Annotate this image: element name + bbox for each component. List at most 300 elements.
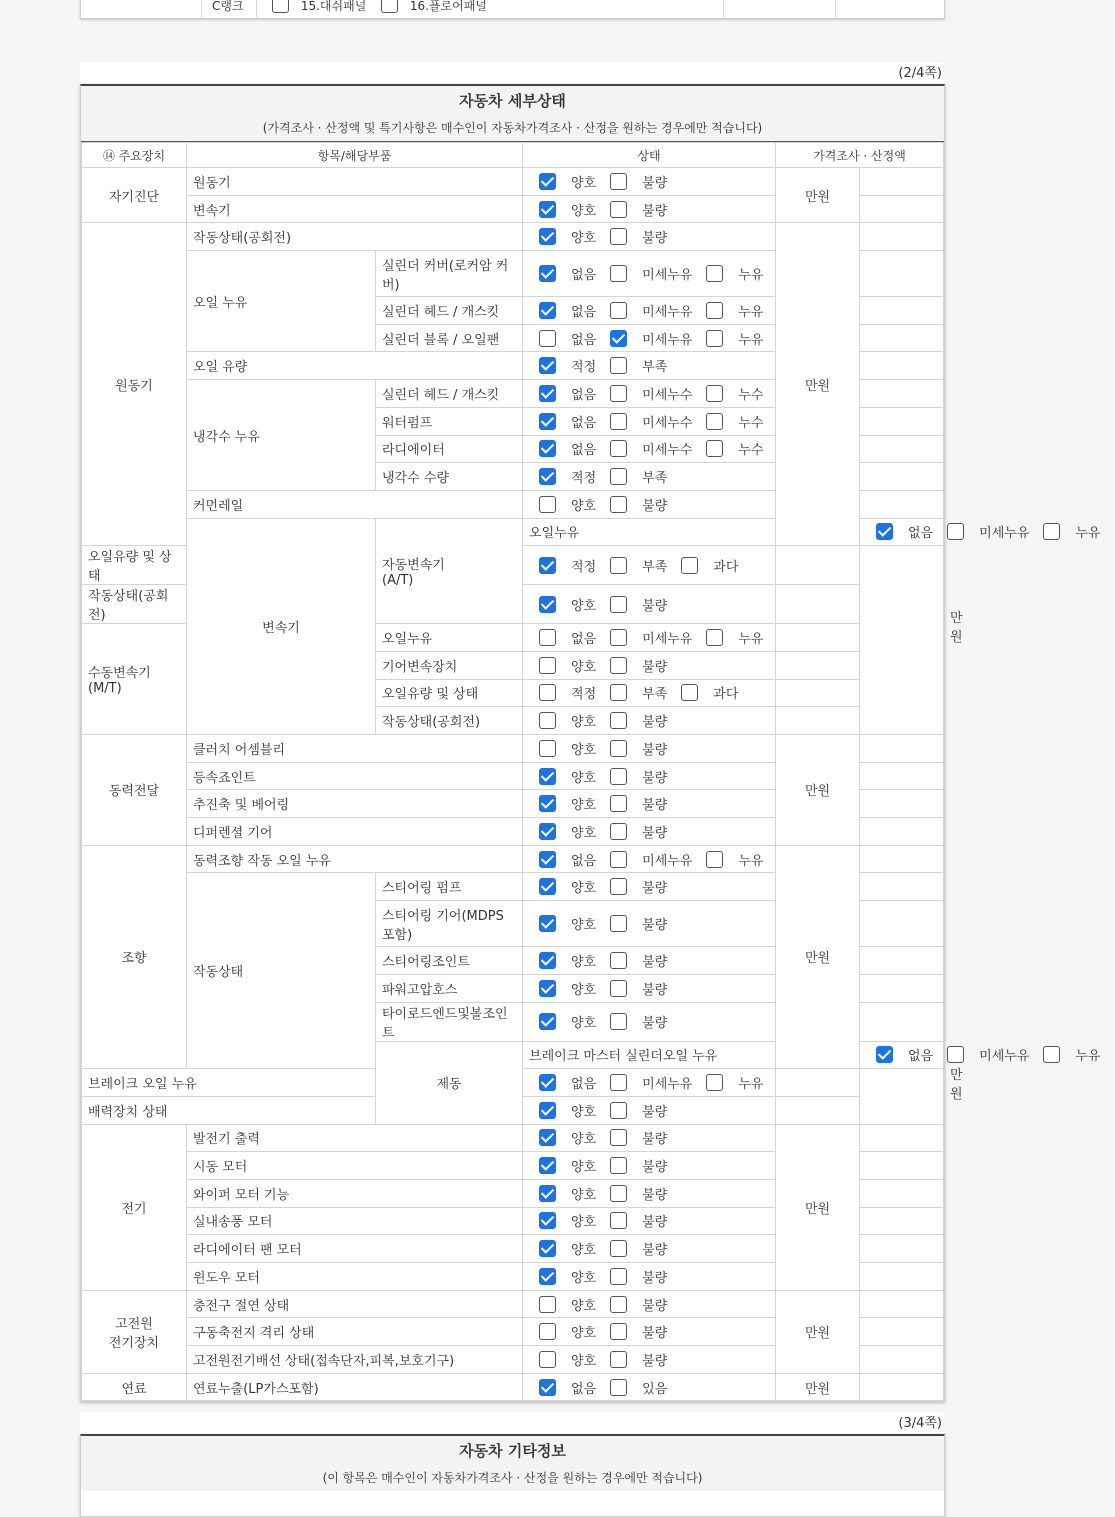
item-cell: 실린더 커버(로커암 커버) <box>376 251 523 297</box>
price-input-cell[interactable] <box>776 624 860 652</box>
state-option-minor_leak[interactable] <box>610 628 692 647</box>
price-input-cell[interactable] <box>860 324 944 352</box>
state-option-bad[interactable] <box>610 1295 667 1314</box>
checkbox[interactable] <box>539 173 556 190</box>
state-option-good[interactable] <box>539 200 596 219</box>
checkbox[interactable] <box>610 952 627 969</box>
checkbox[interactable] <box>610 1268 627 1285</box>
option-label: 불량 <box>642 1187 668 1203</box>
state-option-leak2[interactable] <box>706 384 763 403</box>
price-input-cell[interactable] <box>860 735 944 763</box>
state-option-good[interactable] <box>539 877 596 896</box>
option-label: 불량 <box>642 1243 668 1259</box>
state-option-short[interactable] <box>610 683 667 702</box>
state-option-none[interactable] <box>539 384 596 403</box>
category-cell: 조향 <box>82 845 187 1068</box>
state-option-bad[interactable] <box>610 1156 667 1175</box>
price-input-cell[interactable] <box>860 168 944 196</box>
state-option-good[interactable] <box>539 711 596 730</box>
price-input-cell[interactable] <box>776 546 860 585</box>
checkbox[interactable] <box>539 823 556 840</box>
state-option-minor_leak[interactable] <box>610 329 692 348</box>
state-option-good[interactable] <box>539 1211 596 1230</box>
checkbox[interactable] <box>706 302 723 319</box>
state-option-bad[interactable] <box>610 979 667 998</box>
price-input-cell[interactable] <box>776 585 860 624</box>
checkbox[interactable] <box>539 657 556 674</box>
checkbox[interactable] <box>610 265 627 282</box>
state-cell <box>523 1346 776 1374</box>
checkbox[interactable] <box>539 980 556 997</box>
checkbox[interactable] <box>610 357 627 374</box>
state-option-leak[interactable] <box>706 850 763 869</box>
checkbox[interactable] <box>610 496 627 513</box>
state-option-none[interactable] <box>539 439 596 458</box>
state-option-none[interactable] <box>539 1073 596 1092</box>
state-option-leak2[interactable] <box>706 439 763 458</box>
option-label: 불량 <box>642 918 668 934</box>
state-option-bad[interactable] <box>610 172 667 191</box>
state-option-leak2[interactable] <box>706 412 763 431</box>
price-input-cell[interactable] <box>860 463 944 491</box>
state-option-minor_leak[interactable] <box>947 1045 1029 1064</box>
checkbox[interactable] <box>610 302 627 319</box>
checkbox[interactable] <box>610 201 627 218</box>
option-label: 미세누유 <box>642 268 693 284</box>
checkbox[interactable] <box>681 684 698 701</box>
price-input-cell[interactable] <box>860 1290 944 1318</box>
state-option-none[interactable] <box>539 301 596 320</box>
checkbox[interactable] <box>539 1379 556 1396</box>
checkbox[interactable] <box>610 1351 627 1368</box>
checkbox[interactable] <box>539 496 556 513</box>
checkbox[interactable] <box>539 1351 556 1368</box>
checkbox[interactable] <box>610 173 627 190</box>
checkbox[interactable] <box>876 523 893 540</box>
option-label: 불량 <box>642 1326 668 1342</box>
item-cell: 파워고압호스 <box>376 974 523 1002</box>
state-option-good[interactable] <box>539 227 596 246</box>
checkbox[interactable] <box>1043 1046 1060 1063</box>
item-cell: 스티어링조인트 <box>376 947 523 975</box>
price-input-cell[interactable] <box>860 1263 944 1291</box>
price-input-cell[interactable] <box>860 1124 944 1152</box>
state-cell <box>523 435 776 463</box>
state-option-good[interactable] <box>539 656 596 675</box>
state-option-minor_leak[interactable] <box>610 850 692 869</box>
checkbox[interactable] <box>539 385 556 402</box>
floor-panel-option[interactable]: 16.플로어패널 <box>381 0 487 14</box>
state-option-leak[interactable] <box>706 264 763 283</box>
state-option-proper[interactable] <box>539 356 596 375</box>
state-option-bad[interactable] <box>610 1267 667 1286</box>
checkbox[interactable] <box>610 1323 627 1340</box>
state-option-proper[interactable] <box>539 467 596 486</box>
state-option-bad[interactable] <box>610 1012 667 1031</box>
checkbox[interactable] <box>539 1323 556 1340</box>
checkbox[interactable] <box>539 1074 556 1091</box>
price-input-cell[interactable] <box>860 1002 944 1041</box>
state-option-minor_leak[interactable] <box>610 301 692 320</box>
price-input-cell[interactable] <box>860 1179 944 1207</box>
price-input-cell[interactable] <box>860 947 944 975</box>
price-input-cell[interactable] <box>776 651 860 679</box>
state-option-leak[interactable] <box>1043 1045 1100 1064</box>
price-input-cell[interactable] <box>860 1373 944 1401</box>
price-input-cell[interactable] <box>860 873 944 901</box>
state-option-bad[interactable] <box>610 822 667 841</box>
option-label: 불량 <box>642 659 668 675</box>
checkbox[interactable] <box>381 0 398 13</box>
item-cell: 스티어링 기어(MDPS포함) <box>376 901 523 947</box>
checkbox[interactable] <box>539 629 556 646</box>
state-option-none[interactable] <box>539 329 596 348</box>
checkbox[interactable] <box>610 629 627 646</box>
state-cell <box>523 735 776 763</box>
price-input-cell[interactable] <box>860 490 944 518</box>
checkbox[interactable] <box>610 468 627 485</box>
state-option-bad[interactable] <box>610 1211 667 1230</box>
checkbox[interactable] <box>610 878 627 895</box>
price-input-cell[interactable] <box>860 195 944 223</box>
checkbox[interactable] <box>539 1296 556 1313</box>
checkbox[interactable] <box>610 413 627 430</box>
state-cell <box>523 324 776 352</box>
item-cell: 작동상태(공회전) <box>376 707 523 735</box>
checkbox[interactable] <box>539 413 556 430</box>
checkbox[interactable] <box>539 468 556 485</box>
checkbox[interactable] <box>610 1157 627 1174</box>
item-cell: 발전기 출력 <box>187 1124 523 1152</box>
state-option-bad[interactable] <box>610 1239 667 1258</box>
option-label: 양호 <box>571 918 597 934</box>
price-input-cell[interactable] <box>776 679 860 707</box>
price-input-cell[interactable] <box>860 974 944 1002</box>
state-option-none[interactable] <box>539 264 596 283</box>
state-cell <box>523 463 776 491</box>
price-input-cell[interactable] <box>860 1152 944 1180</box>
checkbox[interactable] <box>610 768 627 785</box>
option-label: 부족 <box>642 687 668 703</box>
option-label: 누유 <box>738 332 764 348</box>
price-input-cell[interactable] <box>860 901 944 947</box>
price-input-cell[interactable] <box>860 1318 944 1346</box>
state-option-exists[interactable] <box>610 1378 667 1397</box>
price-input-cell[interactable] <box>860 435 944 463</box>
checkbox[interactable] <box>947 523 964 540</box>
state-cell <box>523 1235 776 1263</box>
state-option-bad[interactable] <box>610 794 667 813</box>
page-number-bar-3 <box>80 1412 943 1434</box>
checkbox[interactable] <box>539 712 556 729</box>
option-label: 불량 <box>642 982 668 998</box>
checkbox[interactable] <box>539 795 556 812</box>
checkbox[interactable] <box>681 557 698 574</box>
price-input-cell[interactable] <box>860 380 944 408</box>
checkbox[interactable] <box>610 1129 627 1146</box>
checkbox[interactable] <box>706 1074 723 1091</box>
option-label: 누유 <box>738 304 764 320</box>
checkbox[interactable] <box>610 1240 627 1257</box>
category-cell: 고전원 전기장치 <box>82 1290 187 1373</box>
checkbox[interactable] <box>610 1185 627 1202</box>
state-option-none[interactable] <box>876 1045 933 1064</box>
state-option-good[interactable] <box>539 767 596 786</box>
checkbox[interactable] <box>539 878 556 895</box>
checkbox[interactable] <box>539 740 556 757</box>
state-option-bad[interactable] <box>610 1184 667 1203</box>
state-option-bad[interactable] <box>610 595 667 614</box>
price-input-cell[interactable] <box>860 818 944 846</box>
checkbox[interactable] <box>706 440 723 457</box>
option-label: 양호 <box>571 742 597 758</box>
price-input-cell[interactable] <box>860 223 944 251</box>
item-cell: 오일 누유 <box>187 251 376 352</box>
state-option-good[interactable] <box>539 1350 596 1369</box>
option-label: 누유 <box>738 1077 764 1093</box>
price-input-cell[interactable] <box>860 1235 944 1263</box>
state-option-leak[interactable] <box>706 628 763 647</box>
checkbox[interactable] <box>610 712 627 729</box>
checkbox[interactable] <box>539 1212 556 1229</box>
checkbox[interactable] <box>539 201 556 218</box>
item-cell: 클러치 어셈블리 <box>187 735 523 763</box>
state-option-good[interactable] <box>539 739 596 758</box>
state-option-bad[interactable] <box>610 227 667 246</box>
checkbox[interactable] <box>706 265 723 282</box>
price-input-cell[interactable] <box>860 251 944 297</box>
checkbox[interactable] <box>610 557 627 574</box>
price-input-cell[interactable] <box>860 1346 944 1374</box>
checkbox[interactable] <box>539 952 556 969</box>
state-option-short[interactable] <box>610 467 667 486</box>
price-input-cell[interactable] <box>860 407 944 435</box>
checkbox[interactable] <box>539 915 556 932</box>
state-option-bad[interactable] <box>610 1322 667 1341</box>
item-cell: 실내송풍 모터 <box>187 1207 523 1235</box>
checkbox[interactable] <box>539 684 556 701</box>
state-cell <box>523 947 776 975</box>
state-option-good[interactable] <box>539 595 596 614</box>
state-option-bad[interactable] <box>610 914 667 933</box>
state-option-good[interactable] <box>539 979 596 998</box>
price-input-cell[interactable] <box>860 762 944 790</box>
checkbox[interactable] <box>610 795 627 812</box>
state-option-minor_leak2[interactable] <box>610 439 692 458</box>
checkbox[interactable] <box>610 1379 627 1396</box>
state-cell <box>523 1096 776 1124</box>
state-option-good[interactable] <box>539 794 596 813</box>
state-option-good[interactable] <box>539 172 596 191</box>
option-label: 불량 <box>642 1016 668 1031</box>
checkbox[interactable] <box>610 1296 627 1313</box>
state-option-leak[interactable] <box>706 1073 763 1092</box>
category-cell: 전기 <box>82 1124 187 1290</box>
state-option-good[interactable] <box>539 1184 596 1203</box>
checkbox[interactable] <box>610 823 627 840</box>
state-option-short[interactable] <box>610 556 667 575</box>
state-option-good[interactable] <box>539 1101 596 1120</box>
option-label: 불량 <box>642 798 668 814</box>
option-label: 미세누유 <box>642 304 693 320</box>
checkbox[interactable] <box>610 596 627 613</box>
checkbox[interactable] <box>947 1046 964 1063</box>
state-option-bad[interactable] <box>610 767 667 786</box>
state-cell <box>523 901 776 947</box>
option-label: 누유 <box>738 632 764 648</box>
state-option-bad[interactable] <box>610 951 667 970</box>
detail-table: ⑭ 주요장치 항목/해당부품 상태 가격조사 · 산정액 자기진단 원동기 양호 불량 만원 변속기 양호 불량 원동기 작동상태(공회전) 양호 불량 만원 오일 누유 실린더 커버(로커암 커버) 없음 미세누유 누유 실린더 헤드 / 개스킷 없음 미세누유 누유 실린더 블록 / 오일팬 없음 미세누유 누유 오일 유량 적정 부족 냉각수 누유 실린더 헤드 / 개스킷 없음 미세누수 누수 워터펌프 없음 미세누수 누수 라디에이터 없음 미세누수 누수 냉각수 수량 적정 부족 커먼레일 양호 불량 변속기 자동변속기 (A/T) 오일누유 없음 미세누유 누유 만원 오일유량 및 상태 적정 부족 과다 작동상태(공회전) 양호 불량 수동변속기 (M/T) 오일누유 없음 미세누유 누유 기어변속장치 양호 불량 오일유량 및 상태 적정 부족 과다 작동상태(공회전) 양호 불량 동력전달 클러치 어셈블리 양호 불량 만원 등속죠인트 양호 불량 추진축 및 베어링 양호 불량 디퍼렌셜 기어 양호 불량 조향 동력조향 작동 오일 누유 없음 미세누유 누유 만원 작동상태 스티어링 펌프 양호 불량 스티어링 기어(MDPS포함) 양호 불량 스티어링조인트 양호 불량 파워고압호스 양호 불량 타이로드엔드및볼조인트 양호 불량 제동 브레이크 마스터 실린더오일 누유 없음 미세누유 누유 만원 브레이크 오일 누유 없음 미세누유 누유 배력장치 상태 양호 불량 전기 발전기 출력 양호 불량 만원 시동 모터 양호 불량 와이퍼 모터 기능 양호 불량 실내송풍 모터 양호 불량 라디에이터 팬 모터 양호 불량 윈도우 모터 양호 불량 고전원 전기장치 충전구 절연 상태 양호 불량 만원 구동축전지 격리 상태 양호 불량 고전원전기배선 상태(접속단자,피복,보호기구) 양호 불량 연료 연료누출(LP가스포함) 없음 있음 만원 <box>81 142 944 1401</box>
checkbox[interactable] <box>539 357 556 374</box>
checkbox[interactable] <box>539 440 556 457</box>
state-cell <box>523 585 776 624</box>
state-option-bad[interactable] <box>610 711 667 730</box>
checkbox[interactable] <box>539 1013 556 1030</box>
state-option-bad[interactable] <box>610 739 667 758</box>
state-option-minor_leak[interactable] <box>610 1073 692 1092</box>
state-cell <box>523 380 776 408</box>
item-cell: 원동기 <box>187 168 523 196</box>
state-option-bad[interactable] <box>610 200 667 219</box>
price-input-cell[interactable] <box>860 790 944 818</box>
option-label: 누유 <box>738 853 764 869</box>
checkbox[interactable] <box>610 1074 627 1091</box>
checkbox[interactable] <box>706 413 723 430</box>
state-option-minor_leak[interactable] <box>610 264 692 283</box>
checkbox[interactable] <box>610 228 627 245</box>
state-option-leak[interactable] <box>1043 522 1100 541</box>
state-option-good[interactable] <box>539 1128 596 1147</box>
checkbox[interactable] <box>610 1212 627 1229</box>
price-input-cell[interactable] <box>776 1069 860 1097</box>
state-option-good[interactable] <box>539 1295 596 1314</box>
state-option-leak[interactable] <box>706 301 763 320</box>
checkbox[interactable] <box>539 1157 556 1174</box>
option-label: 없음 <box>571 415 597 431</box>
checkbox[interactable] <box>539 1268 556 1285</box>
state-option-excess[interactable] <box>681 683 738 702</box>
option-label: 누수 <box>738 387 764 403</box>
checkbox[interactable] <box>539 768 556 785</box>
checkbox[interactable] <box>539 265 556 282</box>
price-input-cell[interactable] <box>860 845 944 873</box>
checkbox[interactable] <box>610 1102 627 1119</box>
price-input-cell[interactable] <box>860 1207 944 1235</box>
checkbox[interactable] <box>539 330 556 347</box>
checkbox[interactable] <box>706 851 723 868</box>
item-cell: 시동 모터 <box>187 1152 523 1180</box>
checkbox[interactable] <box>610 684 627 701</box>
option-label: 부족 <box>642 360 668 376</box>
checkbox[interactable] <box>876 1046 893 1063</box>
state-cell <box>523 1263 776 1291</box>
state-option-none[interactable] <box>539 412 596 431</box>
option-label: 양호 <box>571 231 597 247</box>
checkbox[interactable] <box>610 657 627 674</box>
state-option-bad[interactable] <box>610 1350 667 1369</box>
state-option-good[interactable] <box>539 1156 596 1175</box>
state-option-proper[interactable] <box>539 683 596 702</box>
checkbox[interactable] <box>610 915 627 932</box>
state-option-proper[interactable] <box>539 556 596 575</box>
option-label: 미세누유 <box>642 332 693 348</box>
checkbox[interactable] <box>706 629 723 646</box>
price-input-cell[interactable] <box>860 352 944 380</box>
state-option-good[interactable] <box>539 495 596 514</box>
checkbox[interactable] <box>539 228 556 245</box>
state-option-good[interactable] <box>539 1322 596 1341</box>
state-option-bad[interactable] <box>610 656 667 675</box>
item-cell: 타이로드엔드및볼조인트 <box>376 1002 523 1041</box>
checkbox[interactable] <box>539 557 556 574</box>
price-input-cell[interactable] <box>860 297 944 325</box>
state-option-excess[interactable] <box>681 556 738 575</box>
dash-panel-option[interactable]: 15.대쉬패널 <box>272 0 366 14</box>
state-option-minor_leak[interactable] <box>947 522 1029 541</box>
price-input-cell[interactable] <box>776 1096 860 1124</box>
checkbox[interactable] <box>539 1129 556 1146</box>
checkbox[interactable] <box>539 302 556 319</box>
state-option-good[interactable] <box>539 822 596 841</box>
state-option-good[interactable] <box>539 1267 596 1286</box>
checkbox[interactable] <box>539 596 556 613</box>
state-option-good[interactable] <box>539 951 596 970</box>
state-option-bad[interactable] <box>610 1128 667 1147</box>
state-option-minor_leak2[interactable] <box>610 384 692 403</box>
state-cell <box>523 1152 776 1180</box>
price-unit-cell: 만원 <box>776 1290 860 1373</box>
state-option-minor_leak2[interactable] <box>610 412 692 431</box>
state-option-leak[interactable] <box>706 329 763 348</box>
state-option-none[interactable] <box>876 522 933 541</box>
state-option-none[interactable] <box>539 628 596 647</box>
checkbox[interactable] <box>272 0 289 13</box>
checkbox[interactable] <box>610 1013 627 1030</box>
option-label: 불량 <box>642 825 668 841</box>
state-option-bad[interactable] <box>610 877 667 896</box>
option-label: 불량 <box>642 203 668 219</box>
checkbox[interactable] <box>610 330 627 347</box>
checkbox[interactable] <box>539 1240 556 1257</box>
state-option-good[interactable] <box>539 914 596 933</box>
state-option-none[interactable] <box>539 850 596 869</box>
option-label: 미세누수 <box>642 443 693 459</box>
price-input-cell[interactable] <box>776 707 860 735</box>
checkbox[interactable] <box>706 385 723 402</box>
state-option-none[interactable] <box>539 1378 596 1397</box>
state-option-bad[interactable] <box>610 495 667 514</box>
checkbox[interactable] <box>539 1185 556 1202</box>
checkbox[interactable] <box>610 851 627 868</box>
checkbox[interactable] <box>610 980 627 997</box>
checkbox[interactable] <box>610 385 627 402</box>
state-option-good[interactable] <box>539 1012 596 1031</box>
price-unit-cell: 만원 <box>776 168 860 223</box>
checkbox[interactable] <box>539 851 556 868</box>
checkbox[interactable] <box>610 740 627 757</box>
item-cell: 작동상태 <box>187 873 376 1069</box>
state-option-good[interactable] <box>539 1239 596 1258</box>
checkbox[interactable] <box>610 440 627 457</box>
state-option-bad[interactable] <box>610 1101 667 1120</box>
price-unit-cell: 만원 <box>776 1124 860 1290</box>
option-label: 불량 <box>642 175 668 191</box>
checkbox[interactable] <box>539 1102 556 1119</box>
option-label: 불량 <box>642 1132 668 1148</box>
checkbox[interactable] <box>1043 523 1060 540</box>
state-option-short[interactable] <box>610 356 667 375</box>
checkbox[interactable] <box>706 330 723 347</box>
